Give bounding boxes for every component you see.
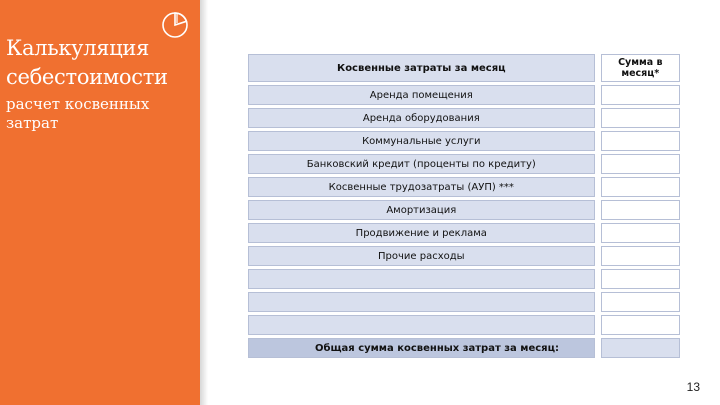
table-header-row [248, 54, 680, 82]
cost-item-label [248, 269, 595, 289]
header-sum: Сумма в месяц* [601, 54, 680, 82]
header-label: Косвенные затраты за месяц [248, 54, 595, 82]
total-label: Общая сумма косвенных затрат за месяц: [248, 338, 595, 358]
cost-item-label: Прочие расходы [248, 246, 595, 266]
cost-item-sum-cell[interactable] [601, 223, 680, 243]
table-row [248, 223, 680, 243]
cost-item-sum-cell[interactable] [601, 246, 680, 266]
page-number: 13 [686, 380, 700, 394]
slide-subtitle: расчет косвенных затрат [6, 95, 150, 132]
total-sum-cell[interactable] [601, 338, 680, 358]
sidebar-shadow [200, 0, 208, 405]
table-row [248, 108, 680, 128]
cost-item-sum-cell[interactable] [601, 85, 680, 105]
table-row [248, 292, 680, 312]
cost-item-label: Аренда помещения [248, 85, 595, 105]
indirect-costs-table [248, 54, 680, 354]
cost-item-sum-cell[interactable] [601, 131, 680, 151]
cost-item-label: Косвенные трудозатраты (АУП) *** [248, 177, 595, 197]
slide-title: Калькуляция себестоимости [6, 36, 168, 89]
table-row [248, 200, 680, 220]
cost-item-label [248, 315, 595, 335]
cost-item-label [248, 292, 595, 312]
table-row [248, 246, 680, 266]
table-row [248, 154, 680, 174]
table-row [248, 269, 680, 289]
cost-item-sum-cell[interactable] [601, 154, 680, 174]
cost-item-sum-cell[interactable] [601, 177, 680, 197]
cost-item-label: Продвижение и реклама [248, 223, 595, 243]
table-total-row [248, 338, 680, 358]
cost-item-sum-cell[interactable] [601, 200, 680, 220]
cost-item-label: Коммунальные услуги [248, 131, 595, 151]
cost-item-sum-cell[interactable] [601, 269, 680, 289]
cost-item-sum-cell[interactable] [601, 108, 680, 128]
cost-item-label: Амортизация [248, 200, 595, 220]
table-row [248, 177, 680, 197]
cost-item-label: Аренда оборудования [248, 108, 595, 128]
table-row [248, 85, 680, 105]
cost-item-sum-cell[interactable] [601, 315, 680, 335]
table-row [248, 131, 680, 151]
cost-item-label: Банковский кредит (проценты по кредиту) [248, 154, 595, 174]
table-row [248, 315, 680, 335]
cost-item-sum-cell[interactable] [601, 292, 680, 312]
